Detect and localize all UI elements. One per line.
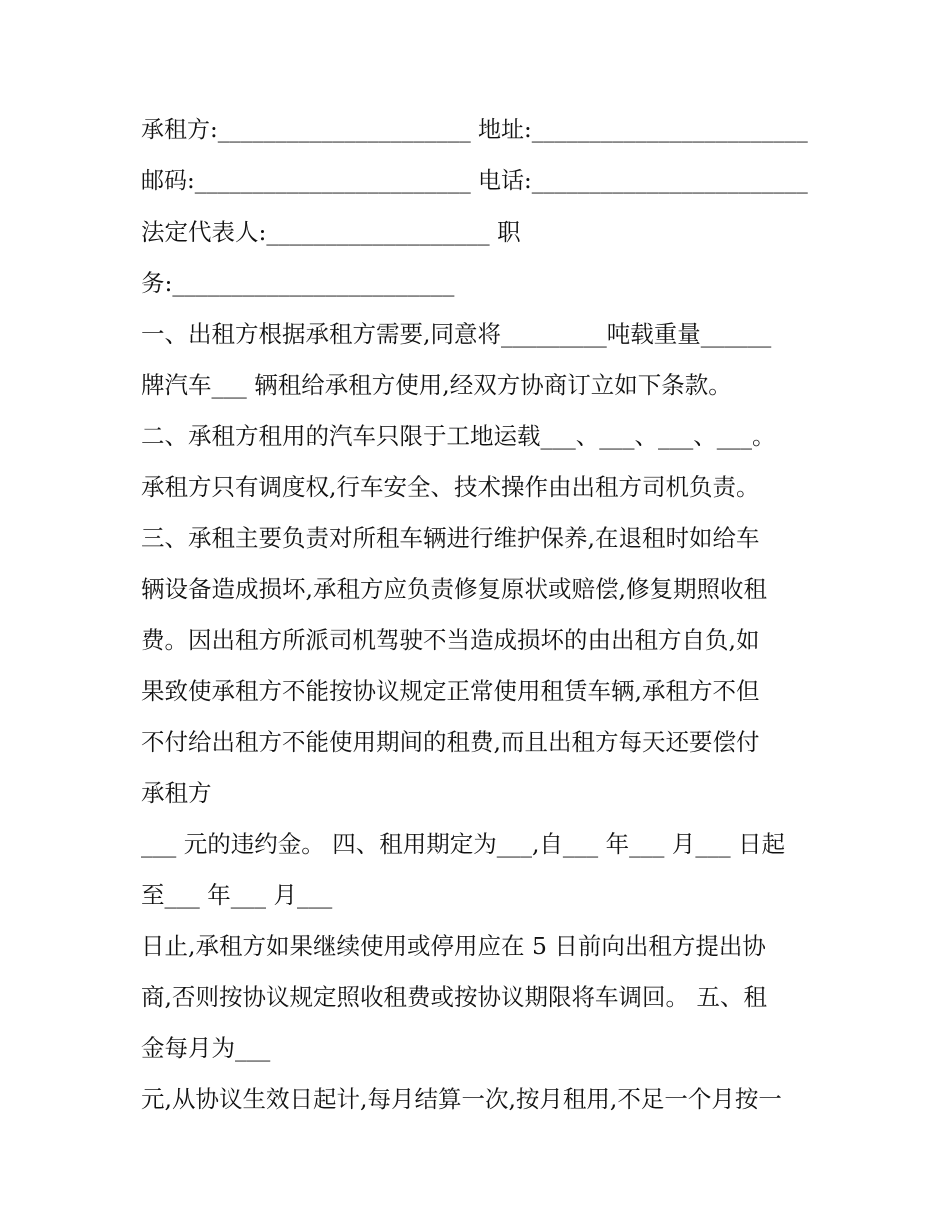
text-line: 日止,承租方如果继续使用或停用应在 5 日前向出租方提出协 (141, 932, 766, 960)
text-line: 承租方只有调度权,行车安全、技术操作由出租方司机负责。 (141, 473, 760, 501)
text-line: 务:________________________ (141, 269, 455, 297)
text-line: 元,从协议生效日起计,每月结算一次,按月租用,不足一个月按一 (141, 1085, 782, 1113)
text-line: 至___ 年___ 月___ (141, 881, 333, 909)
text-line: 二、承租方租用的汽车只限于工地运载___、___、___、___。 (141, 422, 776, 450)
text-line: 商,否则按协议规定照收租费或按协议期限将车调回。 五、租 (141, 983, 767, 1011)
text-line: 邮码:________________________ 电话:________________________ (141, 168, 808, 194)
text-line: 牌汽车___ 辆租给承租方使用,经双方协商订立如下条款。 (141, 371, 732, 399)
text-line: 不付给出租方不能使用期间的租费,而且出租方每天还要偿付 (141, 728, 760, 756)
text-line: 承租方 (141, 779, 212, 807)
text-line: 三、承租主要负责对所租车辆进行维护保养,在退租时如给车 (141, 524, 760, 552)
text-line: 法定代表人:___________________ 职 (141, 218, 521, 246)
text-line: 费。因出租方所派司机驾驶不当造成损坏的由出租方自负,如 (141, 626, 760, 654)
text-line: 承租方:______________________ 地址:________________________ (141, 117, 808, 143)
text-line: 金每月为___ (141, 1034, 271, 1062)
text-line: 一、出租方根据承租方需要,同意将_________吨载重量______ (141, 320, 772, 348)
text-line: 辆设备造成损坏,承租方应负责修复原状或赔偿,修复期照收租 (141, 575, 767, 603)
text-line: 果致使承租方不能按协议规定正常使用租赁车辆,承租方不但 (141, 677, 760, 705)
text-line: ___ 元的违约金。 四、租用期定为___,自___ 年___ 月___ 日起 (141, 830, 786, 858)
